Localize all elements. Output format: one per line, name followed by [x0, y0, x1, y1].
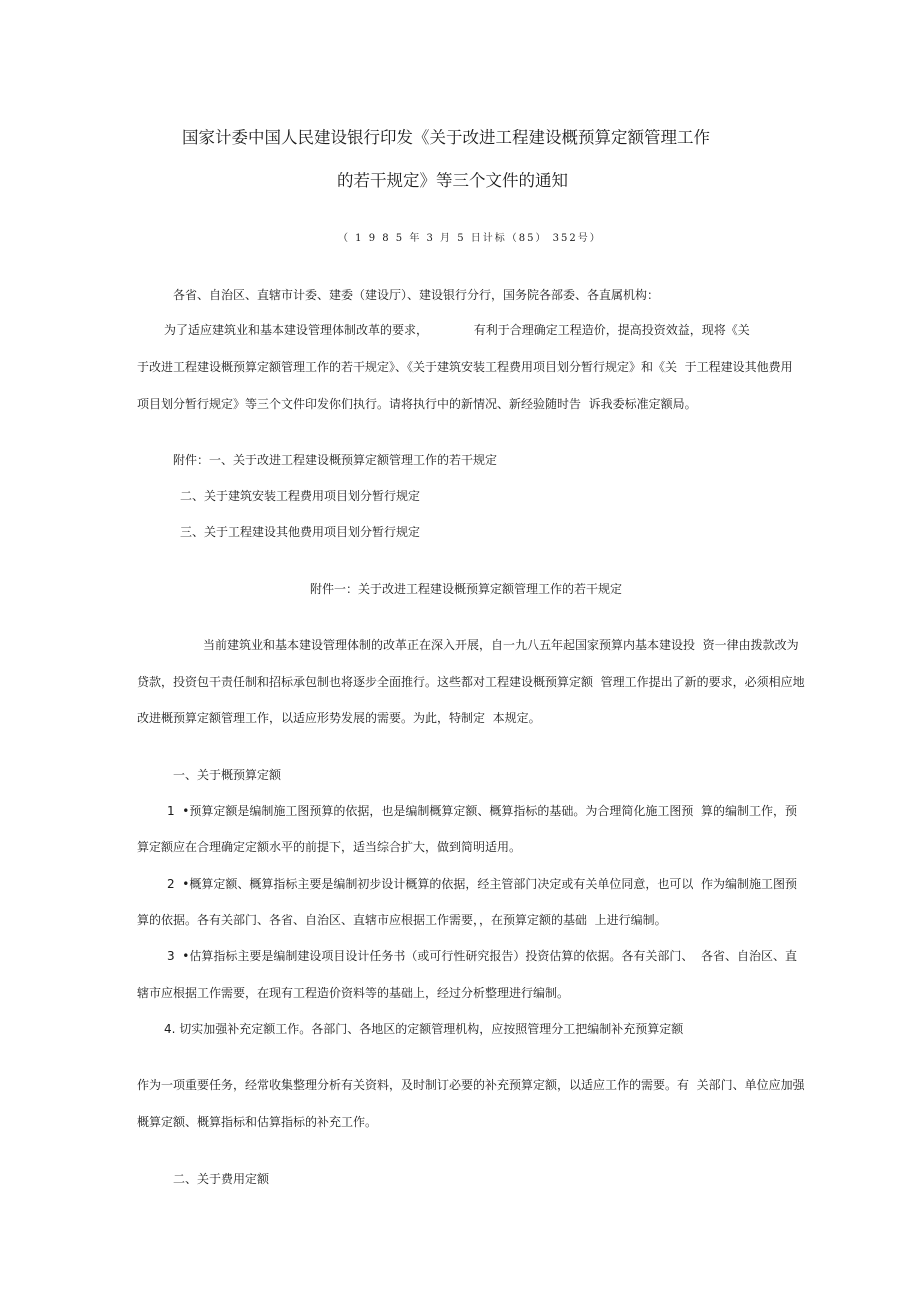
item-1-line-2: 算定额应在合理确定定额水平的前提下，适当综合扩大，做到简明适用。	[137, 840, 522, 854]
attachment-list-item-3: 三、关于工程建设其他费用项目划分暂行规定	[180, 525, 421, 539]
item-3-line-2: 辖市应根据工作需要，在现有工程造价资料等的基础上，经过分析整理进行编制。	[137, 986, 570, 1000]
item-1-line-1: 1 •预算定额是编制施工图预算的依据，也是编制概算定额、概算指标的基础。为合理简化施工图预 算的编制工作，预	[167, 804, 797, 818]
attachment-list-item-2: 二、关于建筑安装工程费用项目划分暂行规定	[180, 489, 421, 503]
item-3-line-1: 3 •估算指标主要是编制建设项目设计任务书（或可行性研究报告）投资估算的依据。各有关部门、 各省、自治区、直	[167, 949, 797, 963]
title-line-1: 国家计委中国人民建设银行印发《关于改进工程建设概预算定额管理工作	[182, 128, 710, 147]
preface-line-3: 改进概预算定额管理工作，以适应形势发展的需要。为此，特制定 本规定。	[137, 711, 541, 725]
addressee: 各省、自治区、直辖市计委、建委（建设厅）、建设银行分行，国务院各部委、各直属机构：	[173, 288, 660, 302]
issue-date-line: （ 1 9 8 5 年 3 月 5 日计标（85） 352号）	[338, 233, 602, 244]
item-2-line-1: 2 •概算定额、概算指标主要是编制初步设计概算的依据，经主管部门决定或有关单位同意，也可以 作为编制施工图预	[167, 877, 797, 891]
intro-line-1: 为了适应建筑业和基本建设管理体制改革的要求， 有利于合理确定工程造价，提高投资效益，现将《关	[164, 323, 750, 337]
title-line-2: 的若干规定》等三个文件的通知	[337, 171, 568, 190]
intro-line-2: 于改进工程建设概预算定额管理工作的若干规定》、《关于建筑安装工程费用项目划分暂行规定》和《关 于工程建设其他费用	[137, 360, 793, 374]
attachment-list-item-1: 附件：一、关于改进工程建设概预算定额管理工作的若干规定	[173, 453, 498, 467]
item-4-cont-line-2: 概算定额、概算指标和估算指标的补充工作。	[137, 1115, 378, 1129]
section-1-heading: 一、关于概预算定额	[173, 768, 282, 782]
intro-line-3: 项目划分暂行规定》等三个文件印发你们执行。请将执行中的新情况、新经验随时告 诉我委标准定额局。	[137, 397, 697, 411]
item-4-cont-line-1: 作为一项重要任务，经常收集整理分析有关资料，及时制订必要的补充预算定额，以适应工作的需要。有 关部门、单位应加强	[137, 1078, 805, 1092]
attachment-1-heading: 附件一：关于改进工程建设概预算定额管理工作的若干规定	[310, 582, 623, 596]
section-2-heading: 二、关于费用定额	[173, 1172, 270, 1186]
item-2-line-2: 算的依据。各有关部门、各省、自治区、直辖市应根据工作需要，，在预算定额的基础 上进行编制。	[137, 913, 667, 927]
preface-line-1: 当前建筑业和基本建设管理体制的改革正在深入开展，自一九八五年起国家预算内基本建设投 资一律由拨款改为	[203, 638, 799, 652]
item-4-line-1: 4. 切实加强补充定额工作。各部门、各地区的定额管理机构，应按照管理分工把编制补充预算定额	[164, 1022, 684, 1036]
preface-line-2: 贷款，投资包干责任制和招标承包制也将逐步全面推行。这些都对工程建设概预算定额 管理工作提出了新的要求，必须相应地	[137, 675, 805, 689]
